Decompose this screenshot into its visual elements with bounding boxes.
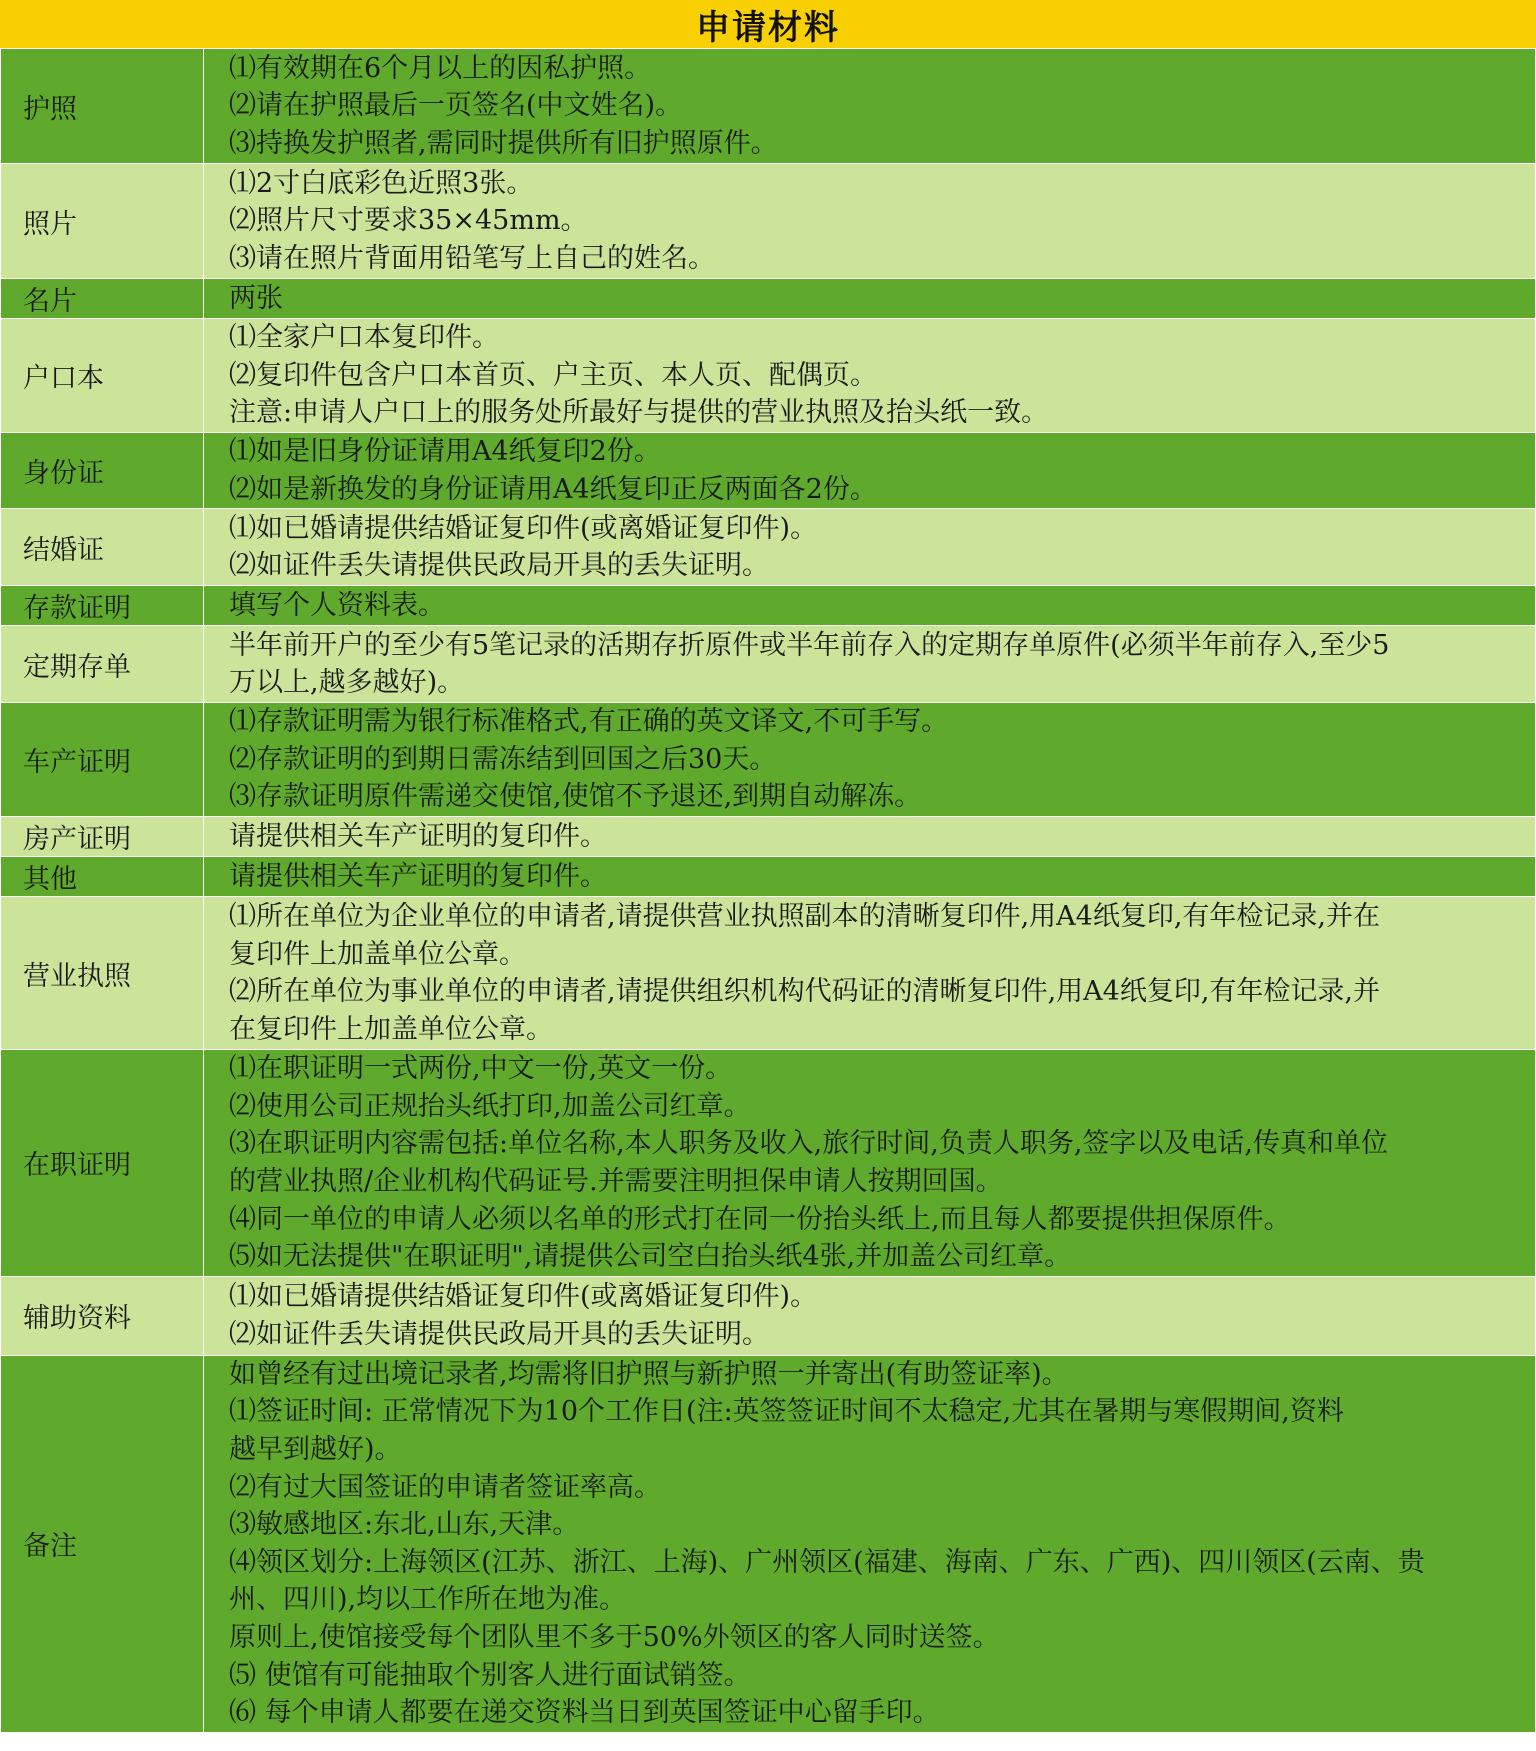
- table-row: [1, 897, 1536, 1050]
- row-content: [204, 509, 1536, 586]
- row-line: ⑵如是新换发的身份证请用A4纸复印正反两面各2份。: [229, 473, 877, 505]
- row-label: 辅助资料: [1, 1276, 204, 1355]
- row-line: ⑵使用公司正规抬头纸打印,加盖公司红章。: [229, 1090, 751, 1122]
- row-line: 在复印件上加盖单位公章。: [229, 1013, 553, 1045]
- row-label: 房产证明: [1, 817, 204, 857]
- row-line: 请提供相关车产证明的复印件。: [229, 820, 607, 852]
- row-line: ⑵照片尺寸要求35×45mm。: [229, 205, 588, 237]
- table-row: [1, 703, 1536, 817]
- row-line: ⑵请在护照最后一页签名(中文姓名)。: [229, 90, 683, 122]
- row-label: 名片: [1, 279, 204, 319]
- row-content: [204, 1050, 1536, 1277]
- row-label: 结婚证: [1, 509, 204, 586]
- table-row: [1, 279, 1536, 319]
- row-content: [204, 433, 1536, 509]
- table-row: [1, 857, 1536, 897]
- row-line: ⑵有过大国签证的申请者签证率高。: [229, 1471, 661, 1503]
- table-row: [1, 626, 1536, 703]
- row-line: 万以上,越多越好)。: [229, 667, 465, 699]
- table-row: [1, 1276, 1536, 1355]
- row-content: [204, 897, 1536, 1050]
- row-line: 填写个人资料表。: [229, 589, 445, 621]
- row-line: ⑶在职证明内容需包括:单位名称,本人职务及收入,旅行时间,负责人职务,签字以及电话,传真和单位: [229, 1128, 1389, 1160]
- row-line: 复印件上加盖单位公章。: [229, 938, 526, 970]
- row-label: 户口本: [1, 319, 204, 433]
- row-line: ⑴所在单位为企业单位的申请者,请提供营业执照副本的清晰复印件,用A4纸复印,有年检记录,并在: [229, 901, 1381, 932]
- row-content: [204, 586, 1536, 626]
- row-line: 两张: [229, 282, 283, 314]
- title-bar: [0, 0, 1536, 48]
- row-label: 营业执照: [1, 897, 204, 1050]
- materials-table-body: [1, 49, 1536, 1733]
- row-line: ⑵如证件丢失请提供民政局开具的丢失证明。: [229, 550, 769, 582]
- row-label: 在职证明: [1, 1050, 204, 1277]
- row-label: 车产证明: [1, 703, 204, 817]
- row-line: ⑴如是旧身份证请用A4纸复印2份。: [229, 436, 661, 467]
- row-line: 越早到越好)。: [229, 1433, 402, 1465]
- row-line: ⑴如已婚请提供结婚证复印件(或离婚证复印件)。: [229, 512, 818, 544]
- row-line: ⑵所在单位为事业单位的申请者,请提供组织机构代码证的清晰复印件,用A4纸复印,有年检记录,并: [229, 976, 1381, 1008]
- row-line: ⑷领区划分:上海领区(江苏、浙江、上海)、广州领区(福建、海南、广东、广西)、四川领区(云南、贵: [229, 1546, 1425, 1578]
- table-row: [1, 1050, 1536, 1277]
- row-line: ⑶存款证明原件需递交使馆,使馆不予退还,到期自动解冻。: [229, 781, 922, 813]
- row-line: ⑴存款证明需为银行标准格式,有正确的英文译文,不可手写。: [229, 706, 949, 738]
- row-line: ⑹ 每个申请人都要在递交资料当日到英国签证中心留手印。: [229, 1697, 940, 1729]
- row-label: 其他: [1, 857, 204, 897]
- row-content: [204, 319, 1536, 433]
- row-line: ⑷同一单位的申请人必须以名单的形式打在同一份抬头纸上,而且每人都要提供担保原件。: [229, 1203, 1291, 1235]
- row-content: [204, 49, 1536, 164]
- page-title: 申请材料: [696, 7, 840, 48]
- row-content: [204, 703, 1536, 817]
- row-content: [204, 164, 1536, 279]
- row-line: 原则上,使馆接受每个团队里不多于50%外领区的客人同时送签。: [229, 1621, 1000, 1653]
- materials-table: [0, 48, 1536, 1733]
- row-label: 备注: [1, 1355, 204, 1732]
- row-content: [204, 279, 1536, 319]
- row-line: 请提供相关车产证明的复印件。: [229, 860, 607, 892]
- row-line: 注意:申请人户口上的服务处所最好与提供的营业执照及抬头纸一致。: [229, 397, 1049, 429]
- row-label: 护照: [1, 49, 204, 164]
- row-line: ⑶敏感地区:东北,山东,天津。: [229, 1509, 580, 1541]
- row-line: ⑴如已婚请提供结婚证复印件(或离婚证复印件)。: [229, 1281, 818, 1313]
- row-line: ⑶请在照片背面用铅笔写上自己的姓名。: [229, 242, 715, 274]
- table-row: [1, 509, 1536, 586]
- table-row: [1, 586, 1536, 626]
- table-row: [1, 49, 1536, 164]
- row-line: 如曾经有过出境记录者,均需将旧护照与新护照一并寄出(有助签证率)。: [229, 1358, 1069, 1390]
- row-line: 的营业执照/企业机构代码证号.并需要注明担保申请人按期回国。: [229, 1165, 1003, 1197]
- row-line: ⑴在职证明一式两份,中文一份,英文一份。: [229, 1053, 733, 1085]
- row-line: 半年前开户的至少有5笔记录的活期存折原件或半年前存入的定期存单原件(必须半年前存入,至少5: [229, 629, 1390, 661]
- row-label: 存款证明: [1, 586, 204, 626]
- table-row: [1, 319, 1536, 433]
- row-line: ⑴有效期在6个月以上的因私护照。: [229, 52, 652, 84]
- row-label: 定期存单: [1, 626, 204, 703]
- row-content: [204, 1355, 1536, 1732]
- row-line: ⑴全家户口本复印件。: [229, 322, 499, 354]
- table-row: [1, 817, 1536, 857]
- table-row: [1, 164, 1536, 279]
- row-line: ⑴2寸白底彩色近照3张。: [229, 167, 534, 199]
- row-line: ⑵复印件包含户口本首页、户主页、本人页、配偶页。: [229, 359, 877, 391]
- row-content: [204, 1276, 1536, 1355]
- row-line: 州、四川),均以工作所在地为准。: [229, 1584, 627, 1616]
- row-line: ⑸ 使馆有可能抽取个别客人进行面试销签。: [229, 1659, 751, 1691]
- row-line: ⑶持换发护照者,需同时提供所有旧护照原件。: [229, 127, 778, 159]
- table-row: [1, 1355, 1536, 1732]
- row-label: 照片: [1, 164, 204, 279]
- row-content: [204, 857, 1536, 897]
- row-line: ⑵存款证明的到期日需冻结到回国之后30天。: [229, 743, 777, 775]
- row-line: ⑴签证时间: 正常情况下为10个工作日(注:英签签证时间不太稳定,尤其在暑期与寒假期间,资料: [229, 1396, 1344, 1428]
- table-row: [1, 433, 1536, 509]
- row-line: ⑵如证件丢失请提供民政局开具的丢失证明。: [229, 1318, 769, 1350]
- row-content: [204, 626, 1536, 703]
- row-label: 身份证: [1, 433, 204, 509]
- row-line: ⑸如无法提供"在职证明",请提供公司空白抬头纸4张,并加盖公司红章。: [229, 1241, 1072, 1273]
- row-content: [204, 817, 1536, 857]
